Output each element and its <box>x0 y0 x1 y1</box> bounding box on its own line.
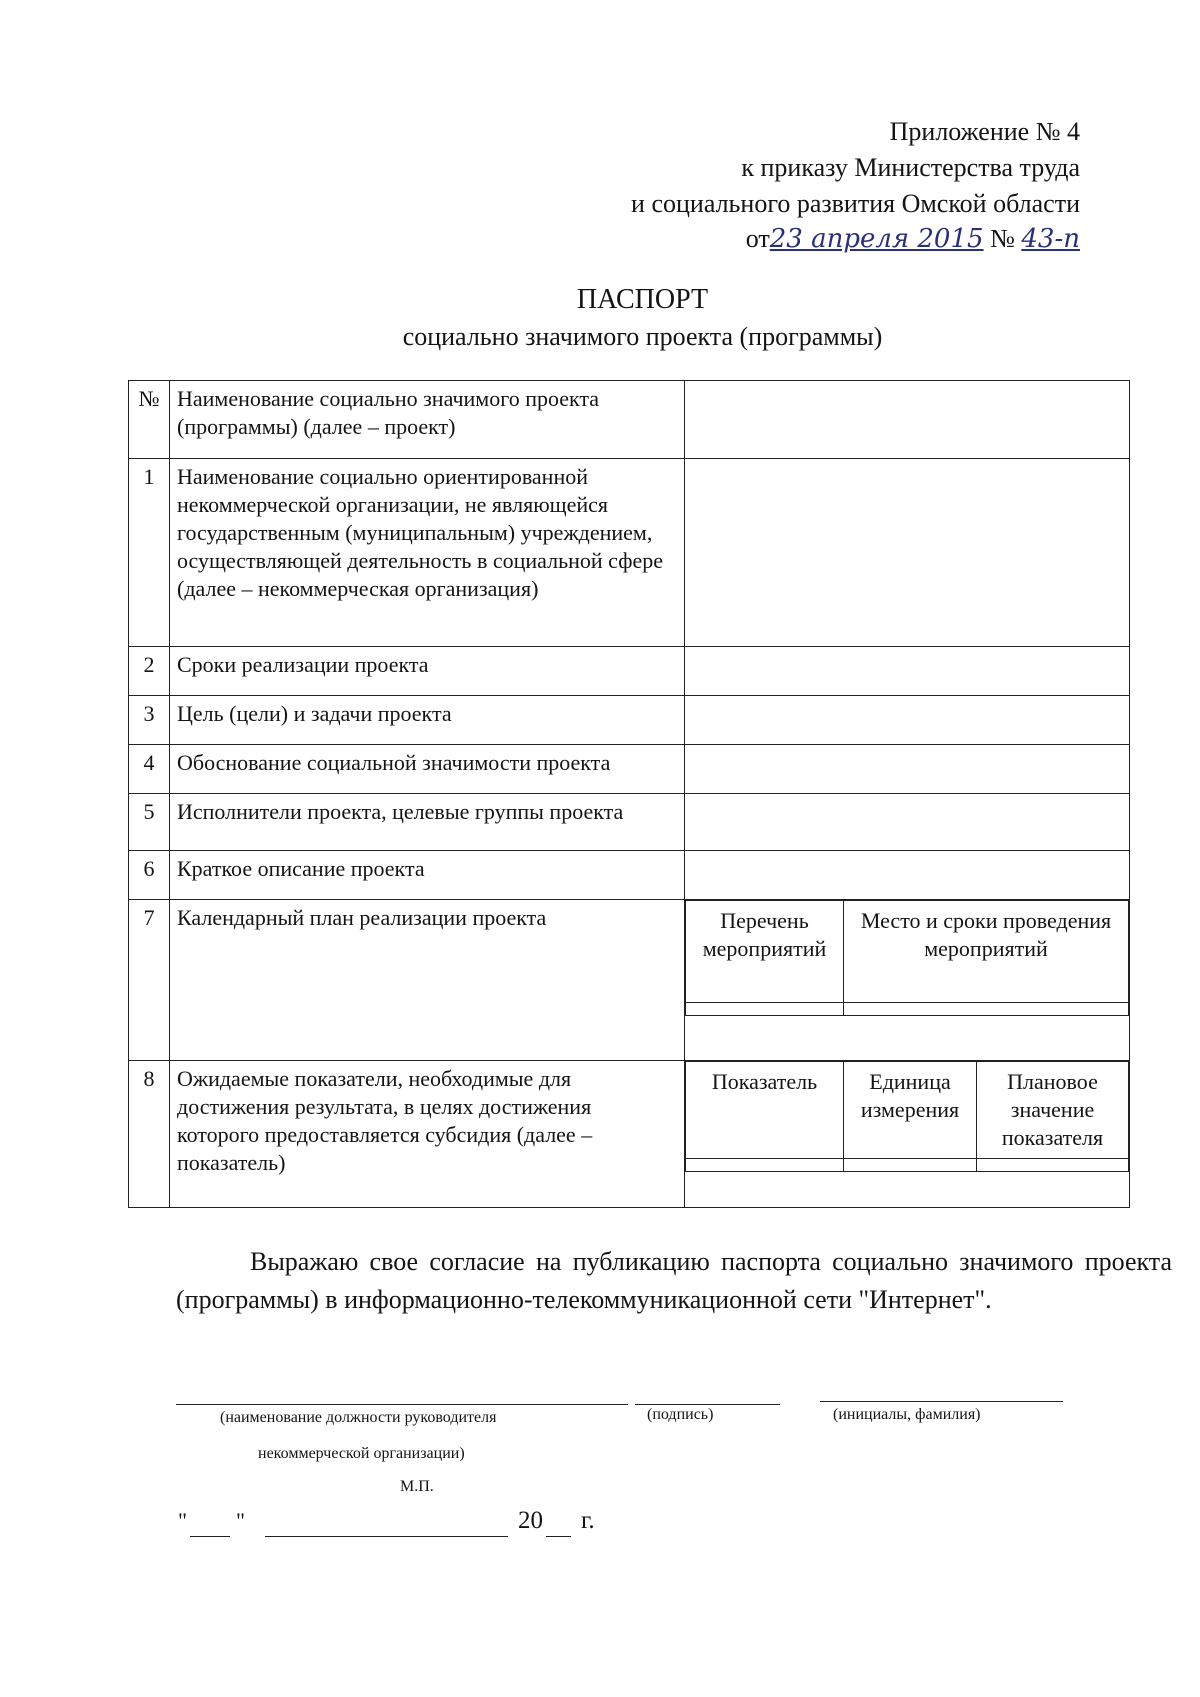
calendar-plan-table <box>685 900 1129 1016</box>
position-caption: (наименование должности руководителя <box>220 1409 497 1426</box>
row-label: Исполнители проекта, целевые группы проекта <box>170 794 685 851</box>
year-prefix: 20 <box>518 1507 543 1534</box>
signature-line[interactable] <box>635 1404 780 1405</box>
indicators-table <box>685 1061 1129 1172</box>
table-row <box>129 851 1130 900</box>
input-cell[interactable] <box>686 1003 844 1016</box>
date-prefix: от <box>745 224 770 253</box>
stamp-label: М.П. <box>400 1478 434 1495</box>
row-number: № <box>129 381 170 459</box>
row-label: Наименование социально значимого проекта (программы) (далее – проект) <box>170 381 685 459</box>
row-value-field[interactable] <box>685 459 1130 647</box>
indicators-subtable <box>685 1061 1130 1208</box>
row-value-field[interactable] <box>685 696 1130 745</box>
passport-table <box>128 380 1130 1208</box>
row-number: 8 <box>129 1061 170 1208</box>
number-label: № <box>990 224 1015 253</box>
table-row <box>129 459 1130 647</box>
year-suffix: г. <box>581 1507 595 1534</box>
row-value-field[interactable] <box>685 647 1130 696</box>
row-value-field[interactable] <box>685 745 1130 794</box>
column-header: Плановое значение показателя <box>977 1062 1129 1159</box>
date-quote-open: " <box>178 1508 187 1533</box>
row-number: 2 <box>129 647 170 696</box>
row-number: 3 <box>129 696 170 745</box>
column-header: Показатель <box>686 1062 844 1159</box>
year-line[interactable] <box>546 1536 571 1537</box>
row-number: 7 <box>129 900 170 1061</box>
input-cell[interactable] <box>977 1159 1129 1172</box>
input-cell[interactable] <box>844 1159 977 1172</box>
ministry-reference: и социального развития Омской области <box>631 189 1080 218</box>
row-label: Цель (цели) и задачи проекта <box>170 696 685 745</box>
column-header: Перечень мероприятий <box>686 901 844 1003</box>
row-value-field[interactable] <box>685 851 1130 900</box>
order-date-line <box>746 222 1080 256</box>
day-line[interactable] <box>190 1536 230 1537</box>
row-label: Краткое описание проекта <box>170 851 685 900</box>
row-label: Календарный план реализации проекта <box>170 900 685 1061</box>
row-label: Обоснование социальной значимости проекта <box>170 745 685 794</box>
column-header: Место и сроки проведения мероприятий <box>844 901 1129 1003</box>
row-number: 5 <box>129 794 170 851</box>
document-subtitle: социально значимого проекта (программы) <box>402 322 883 351</box>
row-number: 6 <box>129 851 170 900</box>
date-quote-close: " <box>236 1508 245 1533</box>
handwritten-date: 23 апреля 2015 <box>769 224 984 254</box>
position-caption-continued: некоммерческой организации) <box>258 1445 465 1462</box>
order-reference: к приказу Министерства труда <box>741 153 1080 182</box>
appendix-title: Приложение № 4 <box>889 117 1080 146</box>
name-caption: (инициалы, фамилия) <box>833 1406 981 1423</box>
row-label: Сроки реализации проекта <box>170 647 685 696</box>
input-cell[interactable] <box>844 1003 1129 1016</box>
row-value-field[interactable] <box>685 381 1130 459</box>
table-row <box>129 647 1130 696</box>
position-line[interactable] <box>176 1404 628 1405</box>
row-label: Ожидаемые показатели, необходимые для достижения результата, в целях достижения которого предоставляется субсидия (далее – показатель) <box>170 1061 685 1208</box>
row-label: Наименование социально ориентированной некоммерческой организации, не являющейся государственным (муниципальным) учреждением, осуществляющей деятельность в социальной сфере (далее – некоммерческая организация) <box>170 459 685 647</box>
table-row <box>129 696 1130 745</box>
table-row <box>129 381 1130 459</box>
row-value-field[interactable] <box>685 794 1130 851</box>
month-line[interactable] <box>265 1536 508 1537</box>
table-row <box>129 1061 1130 1208</box>
row-number: 4 <box>129 745 170 794</box>
table-row <box>129 794 1130 851</box>
table-row <box>129 900 1130 1061</box>
input-cell[interactable] <box>686 1159 844 1172</box>
row-number: 1 <box>129 459 170 647</box>
column-header: Единица измерения <box>844 1062 977 1159</box>
calendar-plan-subtable <box>685 900 1130 1061</box>
handwritten-number: 43-п <box>1021 224 1080 254</box>
signature-caption: (подпись) <box>647 1406 714 1423</box>
document-title: ПАСПОРТ <box>576 284 709 315</box>
table-row <box>129 745 1130 794</box>
consent-statement: Выражаю свое согласие на публикацию паспорта социально значимого проекта (программы) в информационно-телекоммуникационной сети "Интернет". <box>176 1247 1172 1314</box>
name-line[interactable] <box>820 1401 1063 1402</box>
